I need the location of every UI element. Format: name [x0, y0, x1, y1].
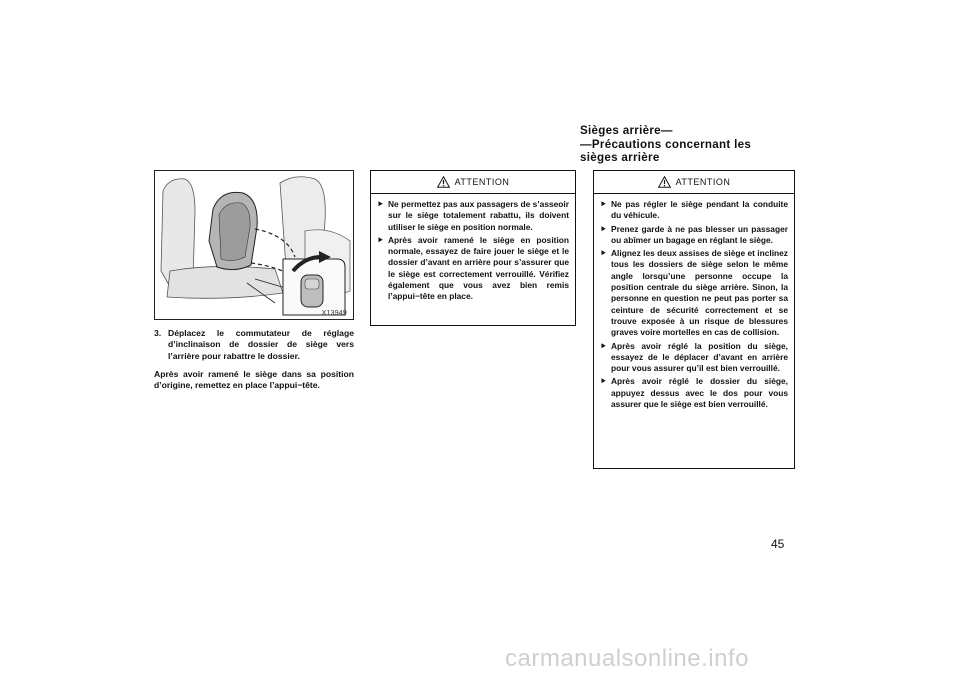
- attention-box-middle: [370, 170, 576, 326]
- warning-triangle-icon: [437, 176, 450, 188]
- attention-title: ATTENTION: [675, 177, 731, 187]
- bullet-icon: ⯈: [600, 377, 607, 387]
- bullet-icon: ⯈: [600, 249, 607, 259]
- bullet-icon: ⯈: [600, 341, 607, 351]
- attention-box-right: [593, 170, 795, 469]
- warning-triangle-icon: [658, 176, 671, 188]
- after-step-paragraph: Après avoir ramené le siège dans sa position d’origine, remettez en place l’appui−tête.: [154, 369, 354, 391]
- figure-code: X13949: [321, 310, 347, 317]
- page-number: 45: [771, 537, 785, 551]
- bullet-icon: ⯈: [377, 200, 384, 209]
- attention-header: [371, 171, 575, 194]
- attention-list: [371, 194, 575, 311]
- watermark-text[interactable]: carmanualsonline.info: [505, 645, 749, 672]
- attention-list: [594, 194, 794, 418]
- attention-header: [594, 171, 794, 194]
- attention-item: ⯈ Ne permettez pas aux passagers de s’asseoir sur le siège totalement rabattu, ils doivent utiliser le siège en position normale.: [377, 199, 569, 232]
- bullet-icon: ⯈: [600, 200, 607, 209]
- step-3: [154, 328, 354, 362]
- attention-item: ⯈ Après avoir réglé la position du siège, essayez de le déplacer d’avant en arrière pour vous assurer qu’il est bien verrouillé.: [600, 340, 788, 374]
- attention-item: ⯈ Après avoir réglé le dossier du siège, appuyez dessus avec le dos pour vous assurer que le siège est bien verrouillé.: [600, 376, 788, 410]
- bullet-icon: ⯈: [377, 235, 384, 245]
- attention-item: ⯈ Après avoir ramené le siège en position normale, essayez de faire jouer le siège et le dossier d’avant en arrière pour s’assurer que le siège est correctement verrouillé. Vérifiez également que vous avez bien remis l’appui−tête en place.: [377, 234, 569, 302]
- seat-drawing: [155, 171, 353, 319]
- seat-illustration: [154, 170, 354, 320]
- attention-item: ⯈ Ne pas régler le siège pendant la conduite du véhicule.: [600, 199, 788, 221]
- attention-title: ATTENTION: [454, 177, 510, 187]
- bullet-icon: ⯈: [600, 224, 607, 234]
- step-text: Déplacez le commutateur de réglage d’inclinaison de dossier de siège vers l’arrière pour rabattre le dossier.: [168, 328, 354, 361]
- attention-item: ⯈ Alignez les deux assises de siège et inclinez tous les dossiers de siège selon le même angle lorsqu’une personne occupe la position centrale du siège arrière. Sinon, la personne en question ne peut pas porter sa ceinture de sécurité correctement et se trouve exposée à un risque de blessures graves voire mortelles en cas de collision.: [600, 248, 788, 338]
- attention-item: ⯈ Prenez garde à ne pas blesser un passager ou abîmer un bagage en réglant le siège.: [600, 223, 788, 245]
- section-heading: Sièges arrière— —Précautions concernant les sièges arrière: [580, 124, 752, 165]
- step-number: 3.: [154, 328, 162, 338]
